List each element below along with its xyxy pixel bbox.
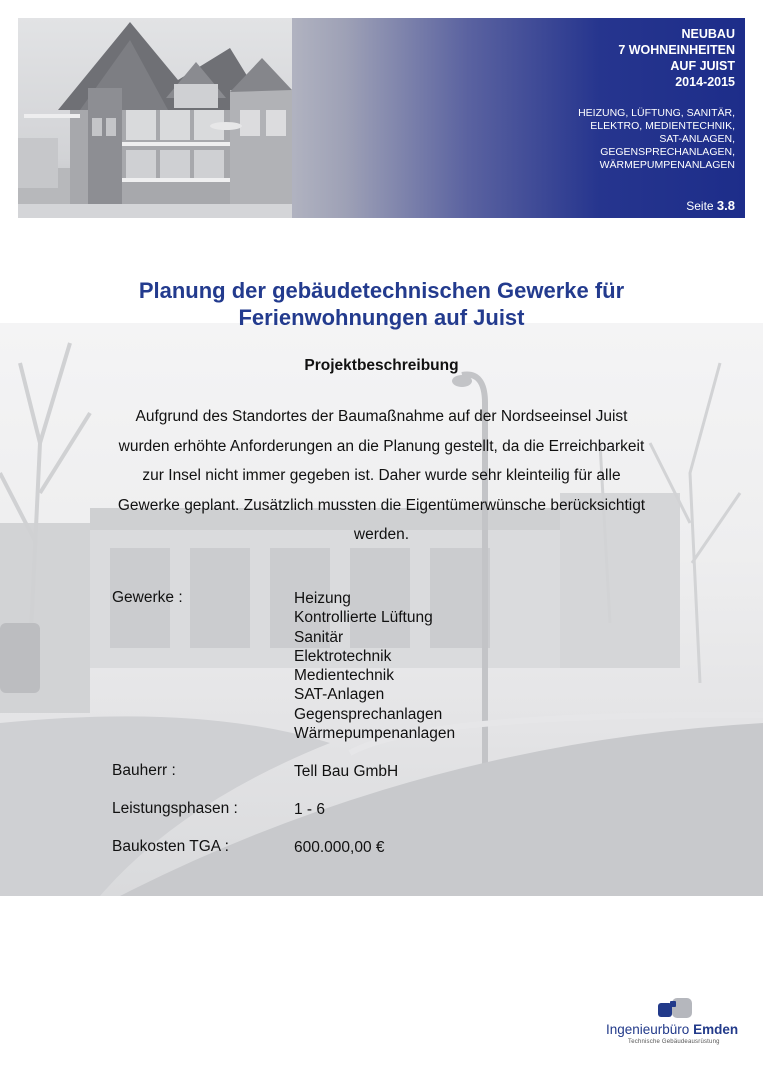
description-line: Aufgrund des Standortes der Baumaßnahme auf der Nordseeinsel Juist	[135, 408, 628, 425]
gewerke-item: Sanitär	[294, 628, 344, 646]
gewerke-list	[294, 589, 455, 743]
project-title	[435, 26, 735, 90]
page-indicator	[686, 198, 735, 213]
logo-mark-icon	[658, 998, 692, 1020]
description-line: werden.	[353, 526, 410, 543]
service-line: HEIZUNG, LÜFTUNG, SANITÄR,	[578, 107, 735, 119]
service-line: GEGENSPRECHANLAGEN,	[600, 146, 735, 158]
bauherr-value: Tell Bau GmbH	[294, 763, 399, 780]
project-title-line: 2014-2015	[675, 75, 735, 89]
gewerke-item: Heizung	[294, 590, 351, 607]
header-banner	[18, 18, 745, 218]
gewerke-label: Gewerke :	[112, 589, 183, 606]
page-label: Seite	[686, 199, 714, 213]
gewerke-item: SAT-Anlagen	[294, 686, 385, 704]
leistungsphasen-label: Leistungsphasen :	[112, 800, 238, 817]
page-number: 3.8	[716, 198, 735, 213]
page-title-line: Ferienwohnungen auf Juist	[238, 305, 525, 330]
bauherr-label: Bauherr :	[112, 762, 176, 779]
gewerke-item: Medientechnik	[294, 667, 394, 685]
project-title-line: AUF JUIST	[670, 59, 735, 73]
gewerke-item: Elektrotechnik	[294, 647, 392, 665]
description-line: zur Insel nicht immer gegeben ist. Daher wurde sehr kleinteilig für alle	[142, 467, 621, 484]
project-services	[435, 107, 735, 172]
logo-name-regular: Ingenieurbüro	[606, 1022, 690, 1037]
service-line: ELEKTRO, MEDIENTECHNIK,	[590, 120, 735, 132]
description-line: wurden erhöhte Anforderungen an die Planung gestellt, da die Erreichbarkeit	[118, 437, 645, 455]
logo-name-bold: Emden	[693, 1022, 739, 1037]
description-line: Gewerke geplant. Zusätzlich mussten die Eigentümerwünsche berücksichtigt	[117, 496, 646, 514]
header-text-block	[435, 26, 735, 172]
gewerke-item: Wärmepumpenanlagen	[294, 725, 456, 743]
project-title-line: 7 WOHNEINHEITEN	[618, 43, 735, 57]
company-logo	[606, 998, 746, 1050]
project-description	[88, 402, 675, 550]
service-line: SAT-ANLAGEN,	[659, 133, 735, 145]
page-title	[60, 277, 703, 331]
baukosten-label: Baukosten TGA :	[112, 838, 229, 855]
header-building-photo	[18, 18, 292, 218]
baukosten-value: 600.000,00 €	[294, 839, 385, 856]
project-title-line: NEUBAU	[681, 27, 735, 41]
logo-name	[606, 1022, 746, 1037]
gewerke-item: Gegensprechanlagen	[294, 705, 443, 723]
section-heading: Projektbeschreibung	[304, 357, 459, 374]
logo-tagline: Technische Gebäudeausrüstung	[628, 1039, 720, 1045]
gewerke-item: Kontrollierte Lüftung	[294, 609, 433, 627]
leistungsphasen-value: 1 - 6	[294, 801, 326, 818]
page-title-line: Planung der gebäudetechnischen Gewerke für	[138, 278, 625, 303]
service-line: WÄRMEPUMPENANLAGEN	[599, 159, 735, 171]
